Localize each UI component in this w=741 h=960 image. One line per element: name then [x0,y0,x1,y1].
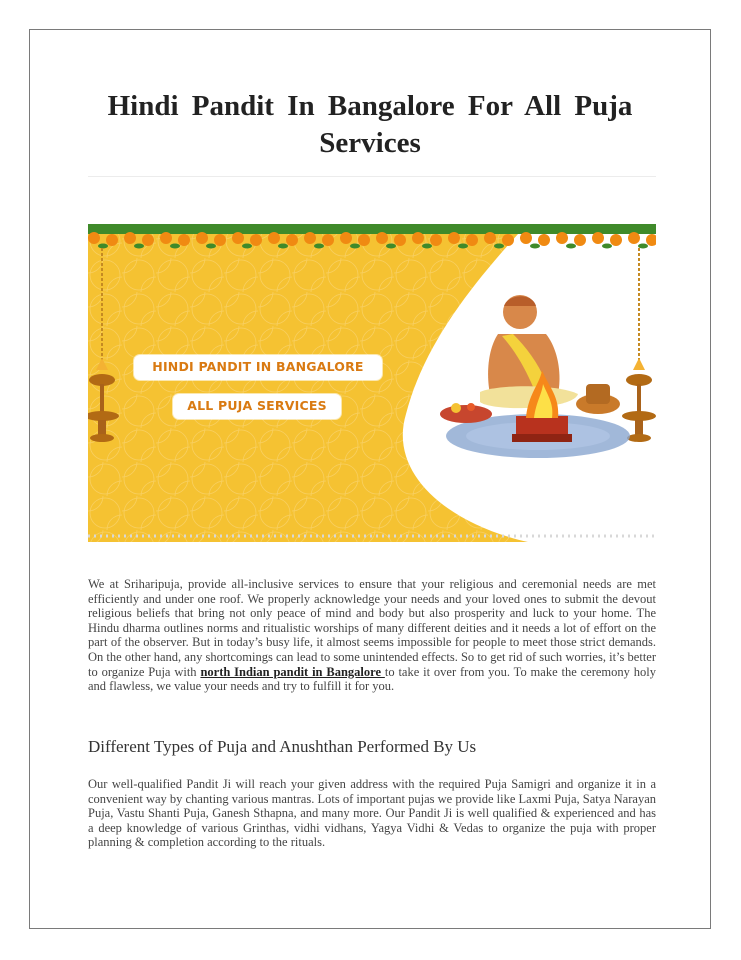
north-indian-pandit-link[interactable]: north Indian pandit in Bangalore [200,664,385,679]
banner-illustration [88,224,656,542]
intro-paragraph [88,577,656,694]
page-title: Hindi Pandit In Bangalore For All Puja Services [107,90,633,159]
document-page [29,29,711,929]
title-divider [88,176,656,177]
section-paragraph: Our well-qualified Pandit Ji will reach your given address with the required Puja Samigri and organize it in a convenient way by chanting various mantras. Lots of important pujas we provide like Laxmi Puja, Satya Narayan Puja, Vastu Shanti Puja, Ganesh Sthapna, and many more. Our Pandit Ji is well qualified & experienced and has a deep knowledge of various Grinthas, vidhi vidhans, Yagya Vidhi & Vedas to organize the puja with proper planning & completion according to the rituals. [88,777,656,850]
section-heading: Different Types of Puja and Anushthan Performed By Us [88,737,477,756]
hero-banner [88,224,656,542]
intro-text-end: to take it over from you. To make the ceremony holy and flawless, we value your needs and try to fulfill it for you. [88,664,656,694]
banner-subheading-label: ALL PUJA SERVICES [173,394,341,419]
intro-text-start: We at Sriharipuja, provide all-inclusive services to ensure that your religious and ceremonial needs are met efficiently and under one roof. We properly acknowledge your needs and your loved ones to submit the devout religious beliefs that bring not only peace of mind and body but also prosperity and luck to your home. The Hindu dharma outlines norms and ritualistic worships of many different deities and it needs a lot of effort on the part of the observer. But in today’s busy life, it almost seems impossible for people to meet those strict demands. On the other hand, any shortcomings can lead to some unintended effects. So to get rid of such worries, it’s better to organize Puja with [88,577,656,679]
banner-heading-label: HINDI PANDIT IN BANGALORE [134,355,382,380]
